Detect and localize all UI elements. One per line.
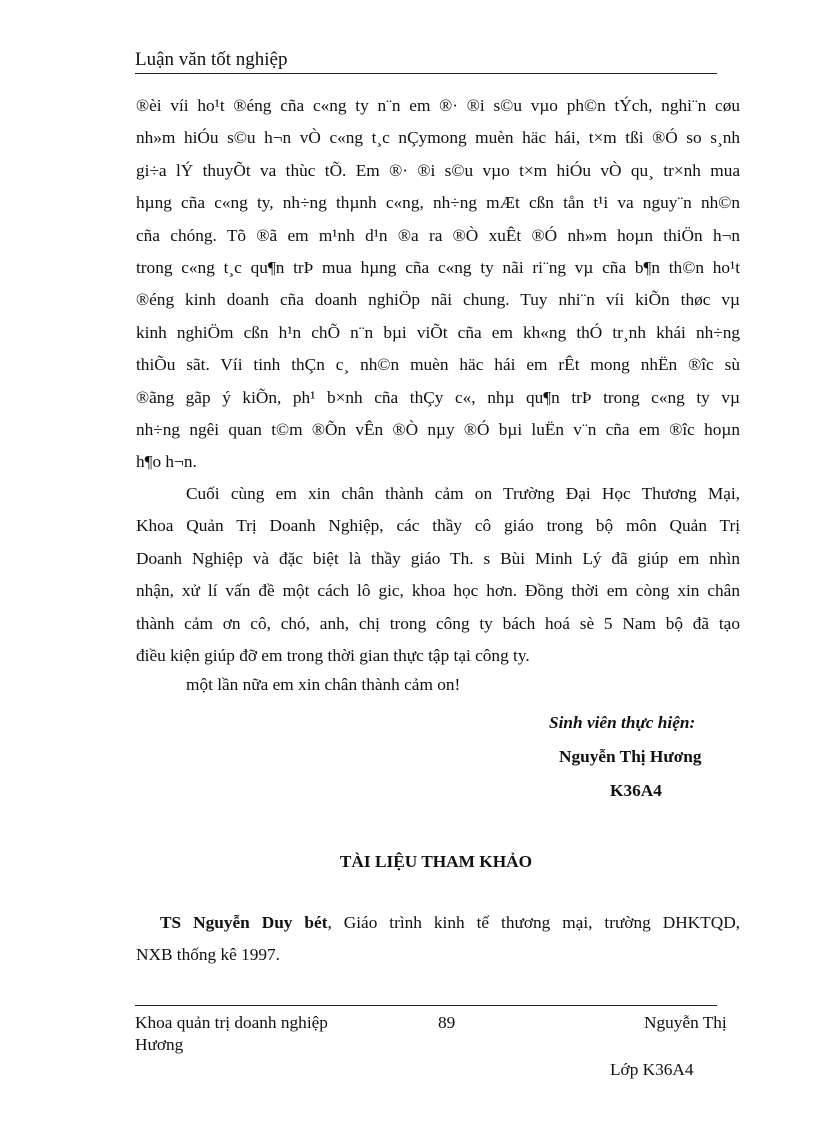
paragraph-line: kinh nghiÖm cßn h¹n chÕ n¨n bµi viÕt cña em kh«ng thÓ tr¸nh khái nh÷ng [136,322,740,342]
paragraph-line: Khoa Quản Trị Doanh Nghiệp, các thầy cô giáo trong bộ môn Quản Trị [136,516,740,536]
footer-divider [135,1005,717,1006]
reference-author: TS Nguyễn Duy bét [160,913,328,932]
paragraph-line: cña chóng. Tõ ®ã em m¹nh d¹n ®a ra ®Ò xuÊt ®Ó nh»m hoµn thiÖn h¬n [136,225,740,245]
paragraph-line: Doanh Nghiệp và đặc biệt là thầy giáo Th. s Bùi Minh Lý đã giúp em nhìn [136,548,740,568]
signature-role: Sinh viên thực hiện: [549,713,696,732]
footer-faculty: Khoa quản trị doanh nghiệp [135,1013,328,1032]
paragraph-line: h¶o h¬n. [136,452,197,472]
paragraph-line: điều kiện giúp đỡ em trong thời gian thực tập tại công ty. [136,646,530,666]
closing-line: một lần nữa em xin chân thành cảm on! [186,675,461,694]
paragraph-line: thiÕu sãt. Víi tinh thÇn c¸ nh©n muèn häc hái em rÊt mong nhËn ®îc sù [136,355,740,375]
references-heading: TÀI LIỆU THAM KHẢO [339,852,533,871]
paragraph-line: ®èi víi ho¹t ®éng cña c«ng ty n¨n em ®· ®i s©u vµo ph©n tÝch, nghi¨n cøu [136,96,740,115]
page-header [135,48,717,74]
reference-line [136,907,740,939]
paragraph-line: Cuối cùng em xin chân thành cảm on Trường Đại Học Thương Mại, [186,484,740,503]
footer-author: Nguyễn Thị [644,1013,727,1032]
paragraph-line: trong c«ng t¸c qu¶n trÞ mua hµng cña c«ng ty nãi ri¨ng vµ cña b¶n th©n ho¹t [136,258,740,278]
paragraph-line: nh÷ng ngêi quan t©m ®Õn vÊn ®Ò nµy ®Ó bµi luËn v¨n cña em ®îc hoµn [136,420,740,440]
reference-title: , Giáo trình kinh tế thương mại, trường DHKTQD, [327,913,740,932]
paragraph-line: nhận, xử lí vấn đề một cách lô gic, khoa học hơn. Đồng thời em còng xin chân [136,581,740,601]
signature-block [530,706,750,808]
signature-class: K36A4 [610,781,662,800]
header-title: Luận văn tốt nghiệp [135,49,288,70]
paragraph-line: ®ãng gãp ý kiÕn, ph¹ b×nh cña thÇy c«, nhµ qu¶n trÞ trong c«ng ty vµ [136,387,740,407]
footer-class: Lớp K36A4 [610,1060,694,1079]
reference-entry [136,907,740,972]
paragraph-line: gi÷a lÝ thuyÕt va thùc tÕ. Em ®· ®i s©u vµo t×m hiÓu vÒ qu¸ tr×nh mua [136,160,740,180]
paragraph-line: thành cảm ơn cô, chó, anh, chị trong công ty bách hoá sè 5 Nam bộ đã tạo [136,613,740,633]
paragraph-line: ®éng kinh doanh cña doanh nghiÖp nãi chung. Tuy nhi¨n víi kiÕn thøc vµ [136,290,740,310]
paragraph-line: nh»m hiÓu s©u h¬n vÒ c«ng t¸c nÇymong muèn häc hái, t×m tßi ®Ó so s¸nh [136,128,740,148]
acknowledgement-paragraph [136,478,740,672]
signature-name: Nguyễn Thị Hương [559,747,702,766]
page-number: 89 [438,1013,456,1032]
legacy-encoded-paragraph [136,90,740,479]
paragraph-line: hµng cña c«ng ty, nh÷ng thµnh c«ng, nh÷ng mÆt cßn tån t¹i va nguy¨n nh©n [136,193,740,213]
footer-author-wrap: Hương [135,1035,184,1054]
reference-publisher: NXB thống kê 1997. [136,945,281,965]
